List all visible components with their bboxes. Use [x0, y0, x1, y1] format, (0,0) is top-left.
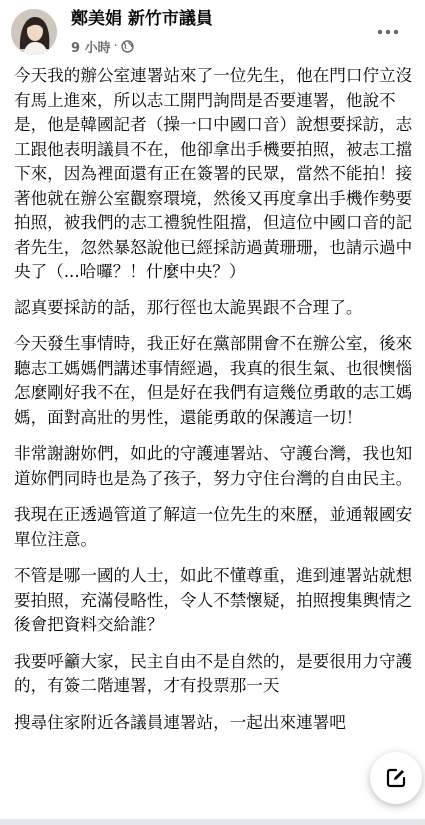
post-paragraph: 非常謝謝妳們，如此的守護連署站、守護台灣，我也知道妳們同時也是為了孩子，努力守住台灣的自由民主。	[14, 444, 413, 488]
post-text	[14, 64, 414, 747]
avatar-photo	[11, 9, 57, 55]
post-meta	[71, 37, 134, 55]
post-timestamp[interactable]: 9 小時	[71, 40, 111, 56]
meta-separator: ·	[113, 38, 118, 54]
author-name[interactable]: 鄭美娟 新竹市議員	[71, 9, 213, 29]
post-paragraph: 我要呼籲大家，民主自由不是自然的，是要很用力守護的，有簽二階連署，才有投票那一天	[14, 651, 413, 695]
post-paragraph: 不管是哪一國的人士，如此不懂尊重，進到連署站就想要拍照，充滿侵略性，令人不禁懷疑，拍照搜集輿情之後會把資料交給誰？	[14, 566, 413, 634]
post-paragraph: 今天發生事情時，我正好在黨部開會不在辦公室，後來聽志工媽媽們講述事情經過，我真的很生氣、也很懊惱怎麼剛好我不在，但是好在我們有這幾位勇敢的志工媽媽，面對高壯的男性，還能勇敢的保護這一切！	[14, 334, 413, 427]
post-header	[0, 0, 425, 60]
more-horizontal-icon	[377, 29, 399, 35]
compose-button[interactable]	[370, 752, 422, 804]
post-paragraph: 認真要採訪的話，那行徑也太詭異跟不合理了。	[14, 297, 363, 317]
compose-icon	[385, 767, 407, 789]
globe-icon	[121, 40, 134, 53]
more-options-button[interactable]	[372, 20, 404, 44]
post-paragraph: 搜尋住家附近各議員連署站，一起出來連署吧	[14, 712, 346, 732]
bottom-divider	[0, 819, 425, 825]
author-avatar[interactable]	[11, 9, 57, 55]
post-paragraph: 我現在正透過管道了解這一位先生的來歷，並通報國安單位注意。	[14, 505, 413, 549]
post-paragraph: 今天我的辦公室連署站來了一位先生，他在門口佇立沒有馬上進來，所以志工開門詢問是否要連署，他說不是，他是韓國記者（操一口中國口音）說想要採訪，志工跟他表明議員不在，他卻拿出手機要拍照，被志工擋下來，因為裡面還有正在簽署的民眾，當然不能拍！接著他就在辦公室觀察環境，然後又再度拿出手機作勢要拍照，被我們的志工禮貌性阻擋，但這位中國口音的記者先生，忽然暴怒說他已經採訪過黃珊珊，也請示過中央了（...哈囉？！什麼中央？）	[14, 66, 413, 281]
